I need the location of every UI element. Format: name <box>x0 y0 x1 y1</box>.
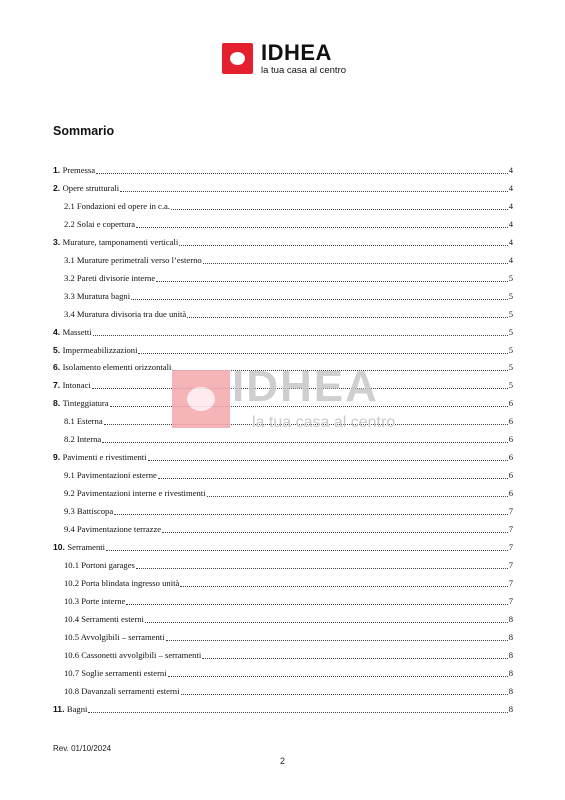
toc-entry-page: 7 <box>508 559 513 570</box>
toc-entry-page: 7 <box>508 595 513 606</box>
toc-entry-title: 10.4 Serramenti esterni <box>64 613 144 624</box>
toc-entry[interactable] <box>64 629 513 643</box>
toc-dot-leader <box>136 567 508 569</box>
header-logo <box>222 40 347 76</box>
toc-entry-number: 1. <box>53 165 63 175</box>
logo-mark-icon <box>222 43 253 74</box>
toc-dot-leader <box>179 244 507 246</box>
toc-dot-leader <box>171 208 508 210</box>
toc-dot-leader <box>145 621 508 623</box>
toc-entry-title: 8.1 Esterna <box>64 416 103 427</box>
toc-dot-leader <box>166 639 508 641</box>
toc-entry-page: 7 <box>508 524 513 534</box>
toc-entry[interactable] <box>64 593 513 607</box>
toc-entry-page: 8 <box>508 649 513 660</box>
toc-entry-title: Bagni <box>66 703 88 714</box>
toc-entry-title: 3.4 Muratura divisoria tra due unità <box>64 308 187 319</box>
toc-entry[interactable] <box>53 377 513 391</box>
toc-entry[interactable] <box>53 449 513 463</box>
toc-dot-leader <box>180 585 507 587</box>
toc-entry-number: 8. <box>53 398 63 409</box>
toc-entry-title: Serramenti <box>67 541 106 552</box>
toc-dot-leader <box>96 172 508 174</box>
toc-entry-page: 5 <box>508 308 513 319</box>
toc-entry-title: Premessa <box>62 165 96 175</box>
toc-entry-page: 4 <box>508 200 513 211</box>
toc-entry[interactable] <box>53 162 513 176</box>
toc-dot-leader <box>120 190 508 192</box>
toc-entry[interactable] <box>64 306 513 320</box>
toc-entry-page: 8 <box>508 703 513 714</box>
toc-entry-page: 8 <box>508 631 513 642</box>
toc-entry-page: 7 <box>508 541 513 552</box>
toc-entry-title: 10.3 Porte interne <box>64 595 126 606</box>
toc-entry-title: 3.1 Murature perimetrali verso l’esterno <box>64 254 202 265</box>
toc-dot-leader <box>181 693 508 695</box>
toc-entry-page: 4 <box>508 218 513 229</box>
toc-dot-leader <box>168 675 508 677</box>
toc-dot-leader <box>187 316 508 318</box>
toc-entry[interactable] <box>64 485 513 499</box>
toc-entry-page: 4 <box>508 236 513 247</box>
toc-entry-page: 4 <box>508 165 513 175</box>
toc-entry-title: 10.7 Soglie serramenti esterni <box>64 667 167 678</box>
toc-entry-title: Pavimenti e rivestimenti <box>62 452 147 463</box>
toc-entry-number: 10. <box>53 541 68 552</box>
toc-entry[interactable] <box>64 611 513 625</box>
toc-entry[interactable] <box>64 198 513 212</box>
toc-entry[interactable] <box>64 665 513 679</box>
toc-entry[interactable] <box>64 413 513 427</box>
toc-entry[interactable] <box>53 324 513 338</box>
toc-entry-number: 5. <box>53 344 63 355</box>
toc-entry-page: 6 <box>508 434 513 445</box>
toc-entry[interactable] <box>64 288 513 302</box>
toc-dot-leader <box>148 459 508 461</box>
toc-entry-page: 6 <box>508 452 513 463</box>
toc-entry-number: 9. <box>53 452 63 463</box>
toc-entry-page: 6 <box>508 470 513 481</box>
toc-entry-title: Opere strutturali <box>62 182 120 193</box>
toc-dot-leader <box>158 477 508 479</box>
toc-entry-page: 5 <box>508 326 513 337</box>
toc-dot-leader <box>93 334 508 336</box>
toc-dot-leader <box>114 513 508 515</box>
toc-entry[interactable] <box>64 557 513 571</box>
revision-label: Rev. 01/10/2024 <box>53 744 112 753</box>
toc-entry-page: 8 <box>508 667 513 678</box>
toc-entry[interactable] <box>53 359 513 373</box>
toc-entry-page: 8 <box>508 685 513 696</box>
toc-entry[interactable] <box>64 252 513 266</box>
toc-dot-leader <box>136 226 508 228</box>
logo-tagline: la tua casa al centro <box>261 65 347 76</box>
toc-entry-page: 6 <box>508 398 513 409</box>
toc-entry-page: 5 <box>508 380 513 391</box>
toc-entry[interactable] <box>64 575 513 589</box>
toc-entry-page: 6 <box>508 416 513 427</box>
toc-entry[interactable] <box>64 467 513 481</box>
toc-entry-title: 10.5 Avvolgibili – serramenti <box>64 631 165 642</box>
toc-entry-page: 4 <box>508 182 513 193</box>
toc-entry-page: 4 <box>508 254 513 265</box>
logo-name: IDHEA <box>261 40 332 65</box>
toc-dot-leader <box>92 387 508 389</box>
toc-entry[interactable] <box>64 683 513 697</box>
toc-entry-title: 9.3 Battiscopa <box>64 506 114 517</box>
toc-entry-number: 2. <box>53 182 63 193</box>
toc-entry[interactable] <box>64 647 513 661</box>
toc-dot-leader <box>104 423 508 425</box>
toc-entry[interactable] <box>64 270 513 284</box>
toc-entry-title: Intonaci <box>62 380 91 391</box>
logo-text <box>261 40 347 77</box>
toc-entry-page: 5 <box>508 272 513 283</box>
toc-entry-title: 9.1 Pavimentazioni esterne <box>64 470 157 481</box>
toc-title: Sommario <box>53 124 115 138</box>
toc-entry-page: 7 <box>508 506 513 517</box>
toc-entry-number: 7. <box>53 380 63 391</box>
watermark-tagline: la tua casa al centro <box>252 414 396 431</box>
toc-entry-number: 3. <box>53 236 63 247</box>
toc-entry[interactable] <box>53 180 513 194</box>
toc-dot-leader <box>106 549 508 551</box>
toc-entry-title: 2.1 Fondazioni ed opere in c.a. <box>64 200 170 211</box>
toc-entry-page: 8 <box>508 613 513 624</box>
toc-entry-title: 10.6 Cassonetti avvolgibili – serramenti <box>64 649 202 660</box>
toc-dot-leader <box>138 352 507 354</box>
toc-dot-leader <box>203 262 508 264</box>
toc-entry[interactable] <box>53 342 513 356</box>
toc-entry-title: 3.2 Pareti divisorie interne <box>64 272 156 283</box>
toc-entry-number: 4. <box>53 326 63 337</box>
toc-dot-leader <box>102 441 507 443</box>
toc-entry-title: Isolamento elementi orizzontali <box>62 362 172 373</box>
watermark-name: IDHEA <box>232 362 379 411</box>
toc-entry-number: 6. <box>53 362 63 373</box>
toc-entry-title: 2.2 Solai e copertura <box>64 218 136 229</box>
toc-dot-leader <box>110 405 508 407</box>
toc-entry-title: 3.3 Muratura bagni <box>64 290 131 301</box>
toc-entry-title: Massetti <box>62 326 92 337</box>
toc-dot-leader <box>172 369 507 371</box>
toc-entry-page: 5 <box>508 362 513 373</box>
toc-entry-title: Murature, tamponamenti verticali <box>62 236 179 247</box>
toc-entry-title: 9.2 Pavimentazioni interne e rivestimenti <box>64 488 206 499</box>
toc-dot-leader <box>88 711 507 713</box>
toc-entry-title: Impermeabilizzazioni <box>62 344 138 355</box>
toc-entry[interactable] <box>53 701 513 715</box>
toc-entry[interactable] <box>53 539 513 553</box>
toc-entry-page: 6 <box>508 488 513 499</box>
toc-entry-title: 9.4 Pavimentazione terrazze <box>64 524 162 534</box>
toc-entry-title: 10.2 Porta blindata ingresso unità <box>64 577 180 588</box>
toc-entry-title: Tinteggiatura <box>62 398 109 409</box>
toc-entry-page: 7 <box>508 577 513 588</box>
page-number: 2 <box>279 756 285 766</box>
toc-entry[interactable] <box>53 395 513 409</box>
toc-entry-page: 5 <box>508 344 513 355</box>
toc-entry-number: 11. <box>53 703 67 714</box>
toc-dot-leader <box>156 280 508 282</box>
toc-entry[interactable] <box>53 234 513 248</box>
toc-entry[interactable] <box>64 431 513 445</box>
toc-entry[interactable] <box>64 503 513 517</box>
toc-entry-title: 10.8 Davanzali serramenti esterni <box>64 685 180 696</box>
toc-dot-leader <box>126 603 507 605</box>
toc-entry[interactable] <box>64 216 513 230</box>
toc-entry[interactable] <box>64 521 513 535</box>
toc-dot-leader <box>162 531 508 533</box>
toc-entry-title: 10.1 Portoni garages <box>64 559 135 570</box>
toc-dot-leader <box>207 495 508 497</box>
toc-entry-title: 8.2 Interna <box>64 434 102 445</box>
toc-dot-leader <box>131 298 508 300</box>
toc-entry-page: 5 <box>508 290 513 301</box>
toc-dot-leader <box>202 657 507 659</box>
